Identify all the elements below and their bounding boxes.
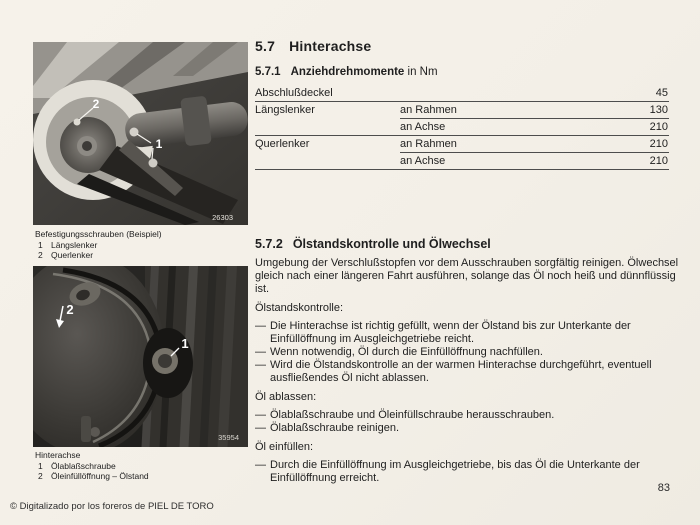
legend-num: 1 [38,460,43,471]
photo2-fitting-bottom [81,416,91,442]
dash-bullet: — [255,320,266,332]
torque-item: Abschlußdeckel [255,87,333,99]
torque-value: 210 [649,121,668,133]
section-number: 5.7 [255,38,276,54]
torque-location: an Rahmen [400,138,457,150]
torque-row [255,136,669,153]
scan-credit: © Digitalizado por los foreros de PIEL DE TORO [10,501,214,512]
subsection-items [255,320,679,385]
instruction-text: Wird die Ölstandskontrolle an der warmen Hinterachse durchgeführt, eventuell ausfließendes Öl nicht ablassen. [270,359,652,384]
torque-value: 210 [649,155,668,167]
instruction-item [255,422,679,435]
torque-title: Anziehdrehmomente [290,66,405,78]
photo2-drain-plug [158,354,172,368]
torque-item: Längslenker [255,104,315,116]
figure2-caption: Hinterachse [35,450,81,460]
torque-row [255,119,669,136]
photo1-bolt-lower [149,159,158,168]
legend-num: 2 [38,250,43,260]
torque-value: 45 [655,87,668,99]
subsection-label: Öl ablassen: [255,391,317,403]
torque-location: an Achse [400,121,446,133]
photo1-callout-2: 2 [92,97,100,111]
instruction-text: Die Hinterachse ist richtig gefüllt, wenn der Ölstand bis zur Unterkante der Einfüllöffnung im Ausgleichgetriebe reicht. [270,320,631,345]
subsection-label: Öl einfüllen: [255,441,314,453]
dash-bullet: — [255,409,266,421]
instruction-text: Ölablaßschraube reinigen. [270,422,400,434]
figure2-caption-block [35,450,149,482]
dash-bullet: — [255,422,266,434]
oil-section-heading [255,237,679,252]
legend-item [35,250,162,261]
instruction-item [255,320,679,346]
dash-bullet: — [255,346,266,358]
section-title-text: Hinterachse [289,38,372,54]
torque-item: Querlenker [255,138,310,150]
legend-num: 2 [38,471,43,481]
legend-item [35,461,149,472]
oil-subsection [255,441,679,485]
torque-row [255,153,669,170]
instruction-text: Wenn notwendig, Öl durch die Einfüllöffnung nachfüllen. [270,346,543,358]
photo1-id-number: 26303 [212,213,233,222]
page-number: 83 [657,482,670,494]
photo1-callout-1: 1 [155,137,163,151]
torque-row [255,85,669,102]
photo2-bolt-bottom [90,427,100,437]
photo1-brake-hub-nut [82,141,92,151]
legend-text: Querlenker [51,250,94,260]
legend-item [35,471,149,482]
instruction-item [255,359,679,385]
figure1-legend [35,240,162,261]
torque-location: an Rahmen [400,104,457,116]
legend-text: Längslenker [51,239,98,250]
oil-section-title: Ölstandskontrolle und Ölwechsel [292,237,491,251]
oil-subsections [255,302,679,485]
legend-text: Öleinfüllöffnung – Ölstand [51,471,149,481]
figure-differential-photo [33,266,248,447]
legend-num: 1 [38,239,43,250]
photo2-callout-2: 2 [66,302,74,317]
oil-subsection [255,391,679,435]
instruction-item [255,346,679,359]
photo2-callout-1: 1 [181,336,189,351]
torque-heading [255,65,679,79]
instruction-item [255,409,679,422]
legend-text: Ölablaßschraube [51,460,116,471]
instruction-text: Durch die Einfüllöffnung im Ausgleichgetriebe, bis das Öl die Unterkante der Einfüllöffnung erreicht. [270,459,640,484]
figure2-legend [35,461,149,482]
subsection-items [255,409,679,435]
torque-unit: in Nm [407,66,438,78]
subsection-label: Ölstandskontrolle: [255,302,344,314]
torque-section-number: 5.7.1 [255,66,281,78]
main-content [255,38,679,485]
oil-subsection [255,302,679,385]
section-title [255,38,679,54]
oil-intro-paragraph: Umgebung der Verschlußstopfen vor dem Ausschrauben sorgfältig reinigen. Ölwechsel gleich nach einer längeren Fahrt ausführen, solange das Öl noch heiß und dünnflüssig ist. [255,257,679,295]
dash-bullet: — [255,459,266,471]
torque-row [255,102,669,119]
torque-location: an Achse [400,155,446,167]
torque-value: 210 [649,138,668,150]
dash-bullet: — [255,359,266,371]
photo1-bolt-upper [130,128,139,137]
legend-item [35,240,162,251]
oil-section-number: 5.7.2 [255,237,283,251]
figure1-caption: Befestigungsschrauben (Beispiel) [35,229,162,239]
torque-value: 130 [649,104,668,116]
figure-rear-axle-photo [33,42,248,225]
photo2-id-number: 35954 [218,433,239,442]
instruction-text: Ölablaßschraube und Öleinfüllschraube herausschrauben. [270,409,555,421]
figure1-caption-block [35,229,162,261]
torque-table-body [255,85,669,170]
